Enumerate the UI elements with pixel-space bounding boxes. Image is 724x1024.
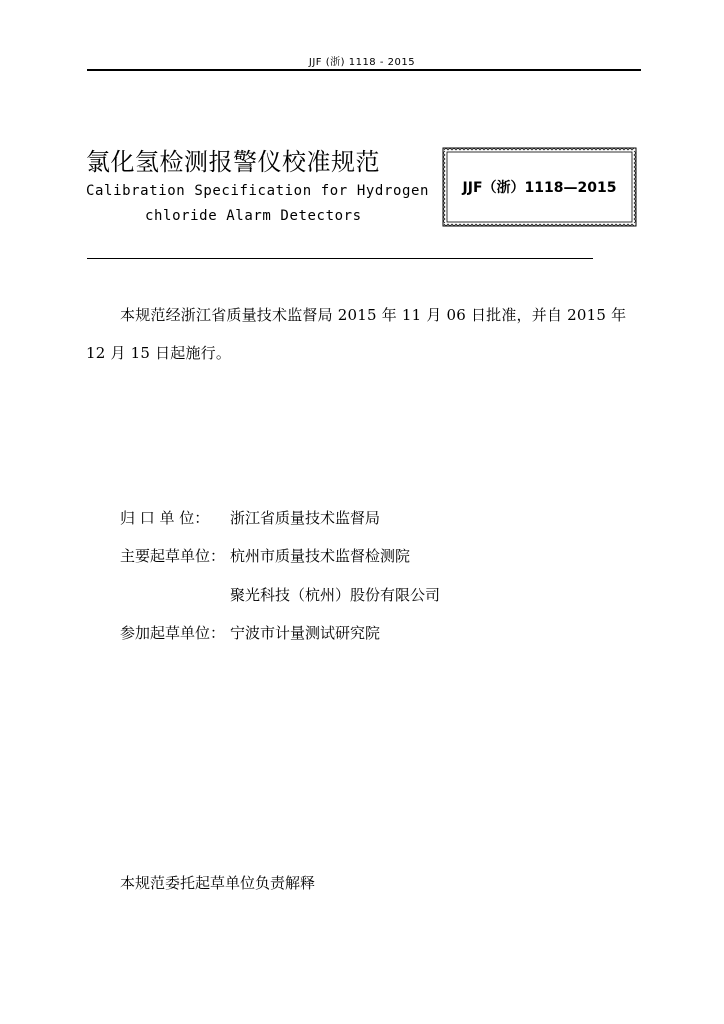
participating-unit-label: 参加起草单位： bbox=[120, 624, 226, 642]
participating-unit-value: 宁波市计量测试研究院 bbox=[230, 624, 381, 642]
title-english-line-2: chloride Alarm Detectors bbox=[145, 208, 362, 224]
main-drafting-unit-value-1: 杭州市质量技术监督检测院 bbox=[230, 547, 411, 565]
header-rule bbox=[87, 69, 641, 71]
title-rule bbox=[87, 258, 593, 259]
title-english-line-1: Calibration Specification for Hydrogen bbox=[86, 183, 430, 199]
participating-unit-row bbox=[120, 622, 380, 643]
approval-statement: 本规范经浙江省质量技术监督局 2015 年 11 月 06 日批准，并自 2015 年 12 月 15 日起施行。 bbox=[86, 306, 627, 362]
main-drafting-unit-row-2 bbox=[230, 584, 440, 605]
specification-code-box bbox=[442, 147, 637, 227]
main-drafting-unit-row bbox=[120, 545, 410, 566]
main-drafting-unit-label: 主要起草单位： bbox=[120, 547, 226, 565]
main-drafting-unit-value-2: 聚光科技（杭州）股份有限公司 bbox=[230, 586, 441, 604]
title-chinese: 氯化氢检测报警仪校准规范 bbox=[86, 148, 380, 176]
header-code: JJF (浙) 1118 - 2015 bbox=[308, 57, 416, 68]
interpretation-note: 本规范委托起草单位负责解释 bbox=[120, 874, 316, 892]
responsible-unit-label: 归 口 单 位： bbox=[120, 509, 210, 527]
specification-code: JJF（浙）1118—2015 bbox=[462, 180, 617, 196]
responsible-unit-value: 浙江省质量技术监督局 bbox=[230, 509, 381, 527]
responsible-unit-row bbox=[120, 507, 380, 528]
